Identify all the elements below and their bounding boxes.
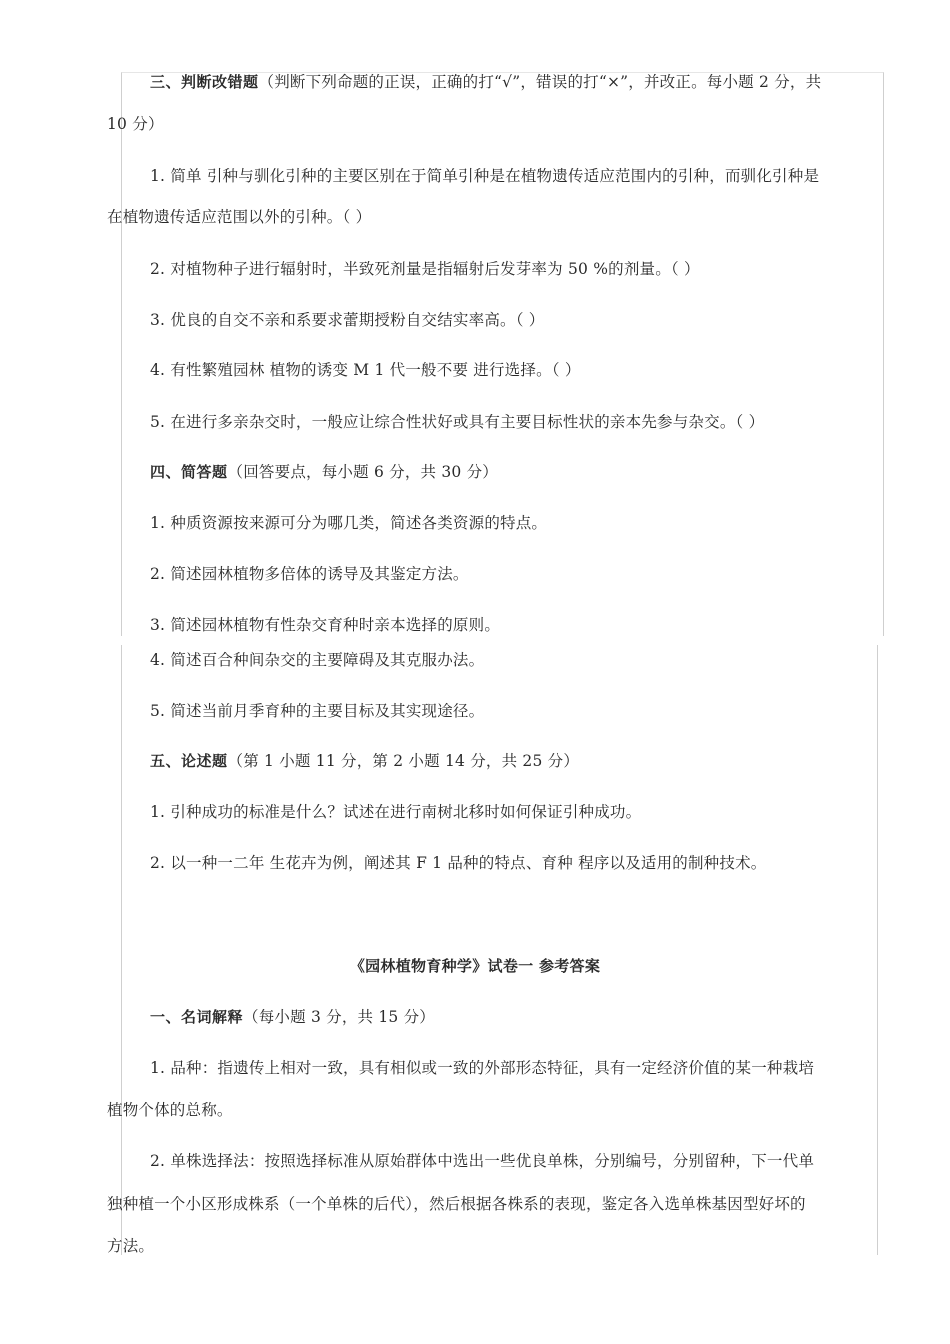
answer-section-1-header — [150, 1007, 435, 1027]
section-3-heading: 三、判断改错题 — [150, 73, 259, 91]
section-4-heading: 四、简答题 — [150, 463, 228, 481]
answer-item-1-cont: 植物个体的总称。 — [107, 1101, 233, 1119]
short-answer-item-2: 2. 简述园林植物多倍体的诱导及其鉴定方法。 — [150, 565, 469, 583]
judge-item-3: 3. 优良的自交不亲和系要求蕾期授粉自交结实率高。（ ） — [150, 311, 545, 329]
section-3-note: （判断下列命题的正误，正确的打“√”，错误的打“×”，并改正。每小题 2 分，共 — [258, 73, 822, 91]
judge-item-2: 2. 对植物种子进行辐射时，半致死剂量是指辐射后发芽率为 50 %的剂量。（ ） — [150, 260, 700, 278]
section-3-note-cont: 10 分） — [107, 115, 164, 133]
answer-item-2-cont-1: 独种植一个小区形成株系（一个单株的后代），然后根据各株系的表现，鉴定各入选单株基因型好坏的 — [107, 1195, 806, 1213]
short-answer-item-4: 4. 简述百合种间杂交的主要障碍及其克服办法。 — [150, 651, 485, 669]
section-5-header — [150, 751, 579, 771]
judge-item-1: 1. 简单 引种与驯化引种的主要区别在于简单引种是在植物遗传适应范围内的引种，而驯化引种是 — [150, 167, 820, 185]
judge-item-1-cont: 在植物遗传适应范围以外的引种。（ ） — [107, 208, 372, 226]
answer-item-1: 1. 品种：指遗传上相对一致，具有相似或一致的外部形态特征，具有一定经济价值的某一种栽培 — [150, 1059, 815, 1077]
section-5-note: （第 1 小题 11 分，第 2 小题 14 分，共 25 分） — [227, 752, 580, 770]
section-4-header — [150, 462, 498, 482]
answer-item-2-cont-2: 方法。 — [107, 1237, 155, 1255]
answer-section-1-heading: 一、名词解释 — [150, 1008, 244, 1026]
short-answer-item-1: 1. 种质资源按来源可分为哪几类，简述各类资源的特点。 — [150, 514, 548, 532]
document-page-1 — [121, 72, 884, 636]
judge-item-4: 4. 有性繁殖园林 植物的诱变 M 1 代一般不要 进行选择。（ ） — [150, 361, 581, 379]
answer-section-1-note: （每小题 3 分，共 15 分） — [243, 1008, 436, 1026]
section-3-header — [150, 72, 821, 92]
answer-item-2: 2. 单株选择法：按照选择标准从原始群体中选出一些优良单株，分别编号，分别留种，下一代单 — [150, 1152, 815, 1170]
short-answer-item-5: 5. 简述当前月季育种的主要目标及其实现途径。 — [150, 702, 485, 720]
essay-item-2: 2. 以一种一二年 生花卉为例，阐述其 F 1 品种的特点、育种 程序以及适用的制种技术。 — [150, 854, 767, 872]
section-4-note: （回答要点，每小题 6 分，共 30 分） — [227, 463, 499, 481]
essay-item-1: 1. 引种成功的标准是什么？试述在进行南树北移时如何保证引种成功。 — [150, 803, 642, 821]
short-answer-item-3: 3. 简述园林植物有性杂交育种时亲本选择的原则。 — [150, 616, 501, 634]
answer-key-title: 《园林植物育种学》试卷一 参考答案 — [349, 957, 601, 975]
section-5-heading: 五、论述题 — [150, 752, 228, 770]
judge-item-5: 5. 在进行多亲杂交时，一般应让综合性状好或具有主要目标性状的亲本先参与杂交。（ ） — [150, 413, 765, 431]
